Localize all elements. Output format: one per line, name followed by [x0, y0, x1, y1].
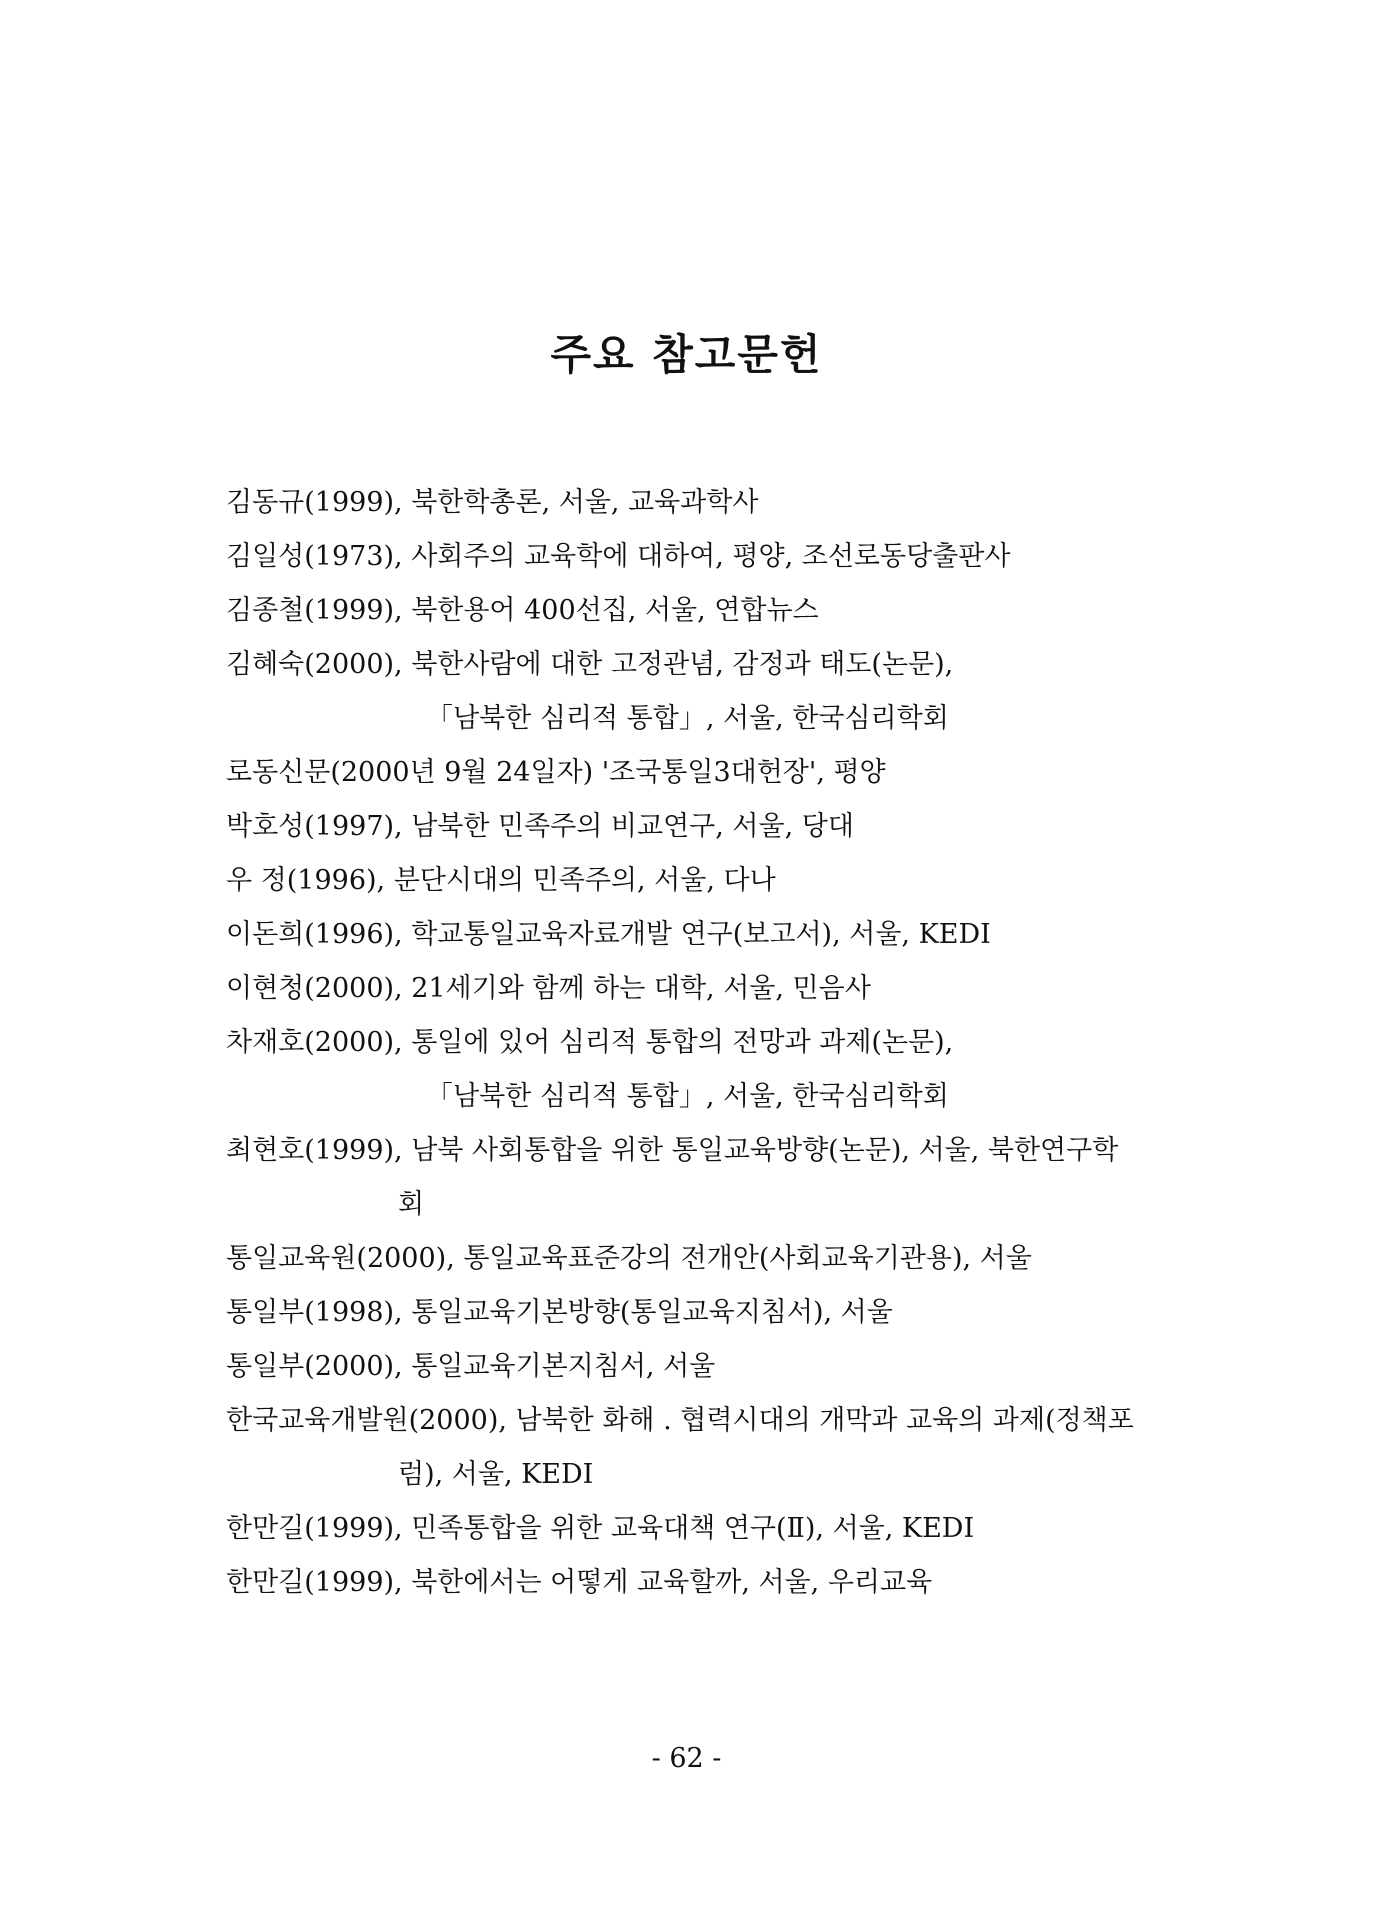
reference-item: 최현호(1999), 남북 사회통합을 위한 통일교육방향(논문), 서울, 북한연구학	[226, 1135, 1119, 1166]
reference-item: 통일부(1998), 통일교육기본방향(통일교육지침서), 서울	[226, 1297, 893, 1328]
reference-item: 김혜숙(2000), 북한사람에 대한 고정관념, 감정과 태도(논문),	[226, 649, 954, 680]
page-number: - 62 -	[651, 1743, 722, 1774]
reference-item: 차재호(2000), 통일에 있어 심리적 통합의 전망과 과제(논문),	[226, 1027, 954, 1058]
reference-continuation: 럼), 서울, KEDI	[398, 1459, 594, 1490]
reference-item: 통일교육원(2000), 통일교육표준강의 전개안(사회교육기관용), 서울	[226, 1243, 1032, 1274]
reference-list	[226, 476, 1186, 1610]
reference-item: 박호성(1997), 남북한 민족주의 비교연구, 서울, 당대	[226, 811, 854, 842]
reference-item: 한국교육개발원(2000), 남북한 화해 . 협력시대의 개막과 교육의 과제(정책포	[226, 1405, 1134, 1436]
reference-item: 김일성(1973), 사회주의 교육학에 대하여, 평양, 조선로동당출판사	[226, 541, 1011, 572]
reference-item: 우 정(1996), 분단시대의 민족주의, 서울, 다나	[226, 865, 776, 896]
reference-item: 통일부(2000), 통일교육기본지침서, 서울	[226, 1351, 716, 1382]
reference-item: 한만길(1999), 민족통합을 위한 교육대책 연구(Ⅱ), 서울, KEDI	[226, 1513, 975, 1544]
reference-item: 이돈희(1996), 학교통일교육자료개발 연구(보고서), 서울, KEDI	[226, 919, 991, 950]
reference-continuation: 「남북한 심리적 통합」, 서울, 한국심리학회	[426, 1081, 949, 1112]
reference-item: 김종철(1999), 북한용어 400선집, 서울, 연합뉴스	[226, 595, 819, 626]
reference-continuation: 회	[398, 1189, 425, 1220]
reference-item: 로동신문(2000년 9월 24일자) '조국통일3대헌장', 평양	[226, 757, 886, 788]
reference-item: 이현청(2000), 21세기와 함께 하는 대학, 서울, 민음사	[226, 973, 871, 1004]
reference-item: 한만길(1999), 북한에서는 어떻게 교육할까, 서울, 우리교육	[226, 1567, 933, 1598]
reference-item: 김동규(1999), 북한학총론, 서울, 교육과학사	[226, 487, 759, 518]
page-title: 주요 참고문헌	[550, 330, 823, 379]
reference-continuation: 「남북한 심리적 통합」, 서울, 한국심리학회	[426, 703, 949, 734]
